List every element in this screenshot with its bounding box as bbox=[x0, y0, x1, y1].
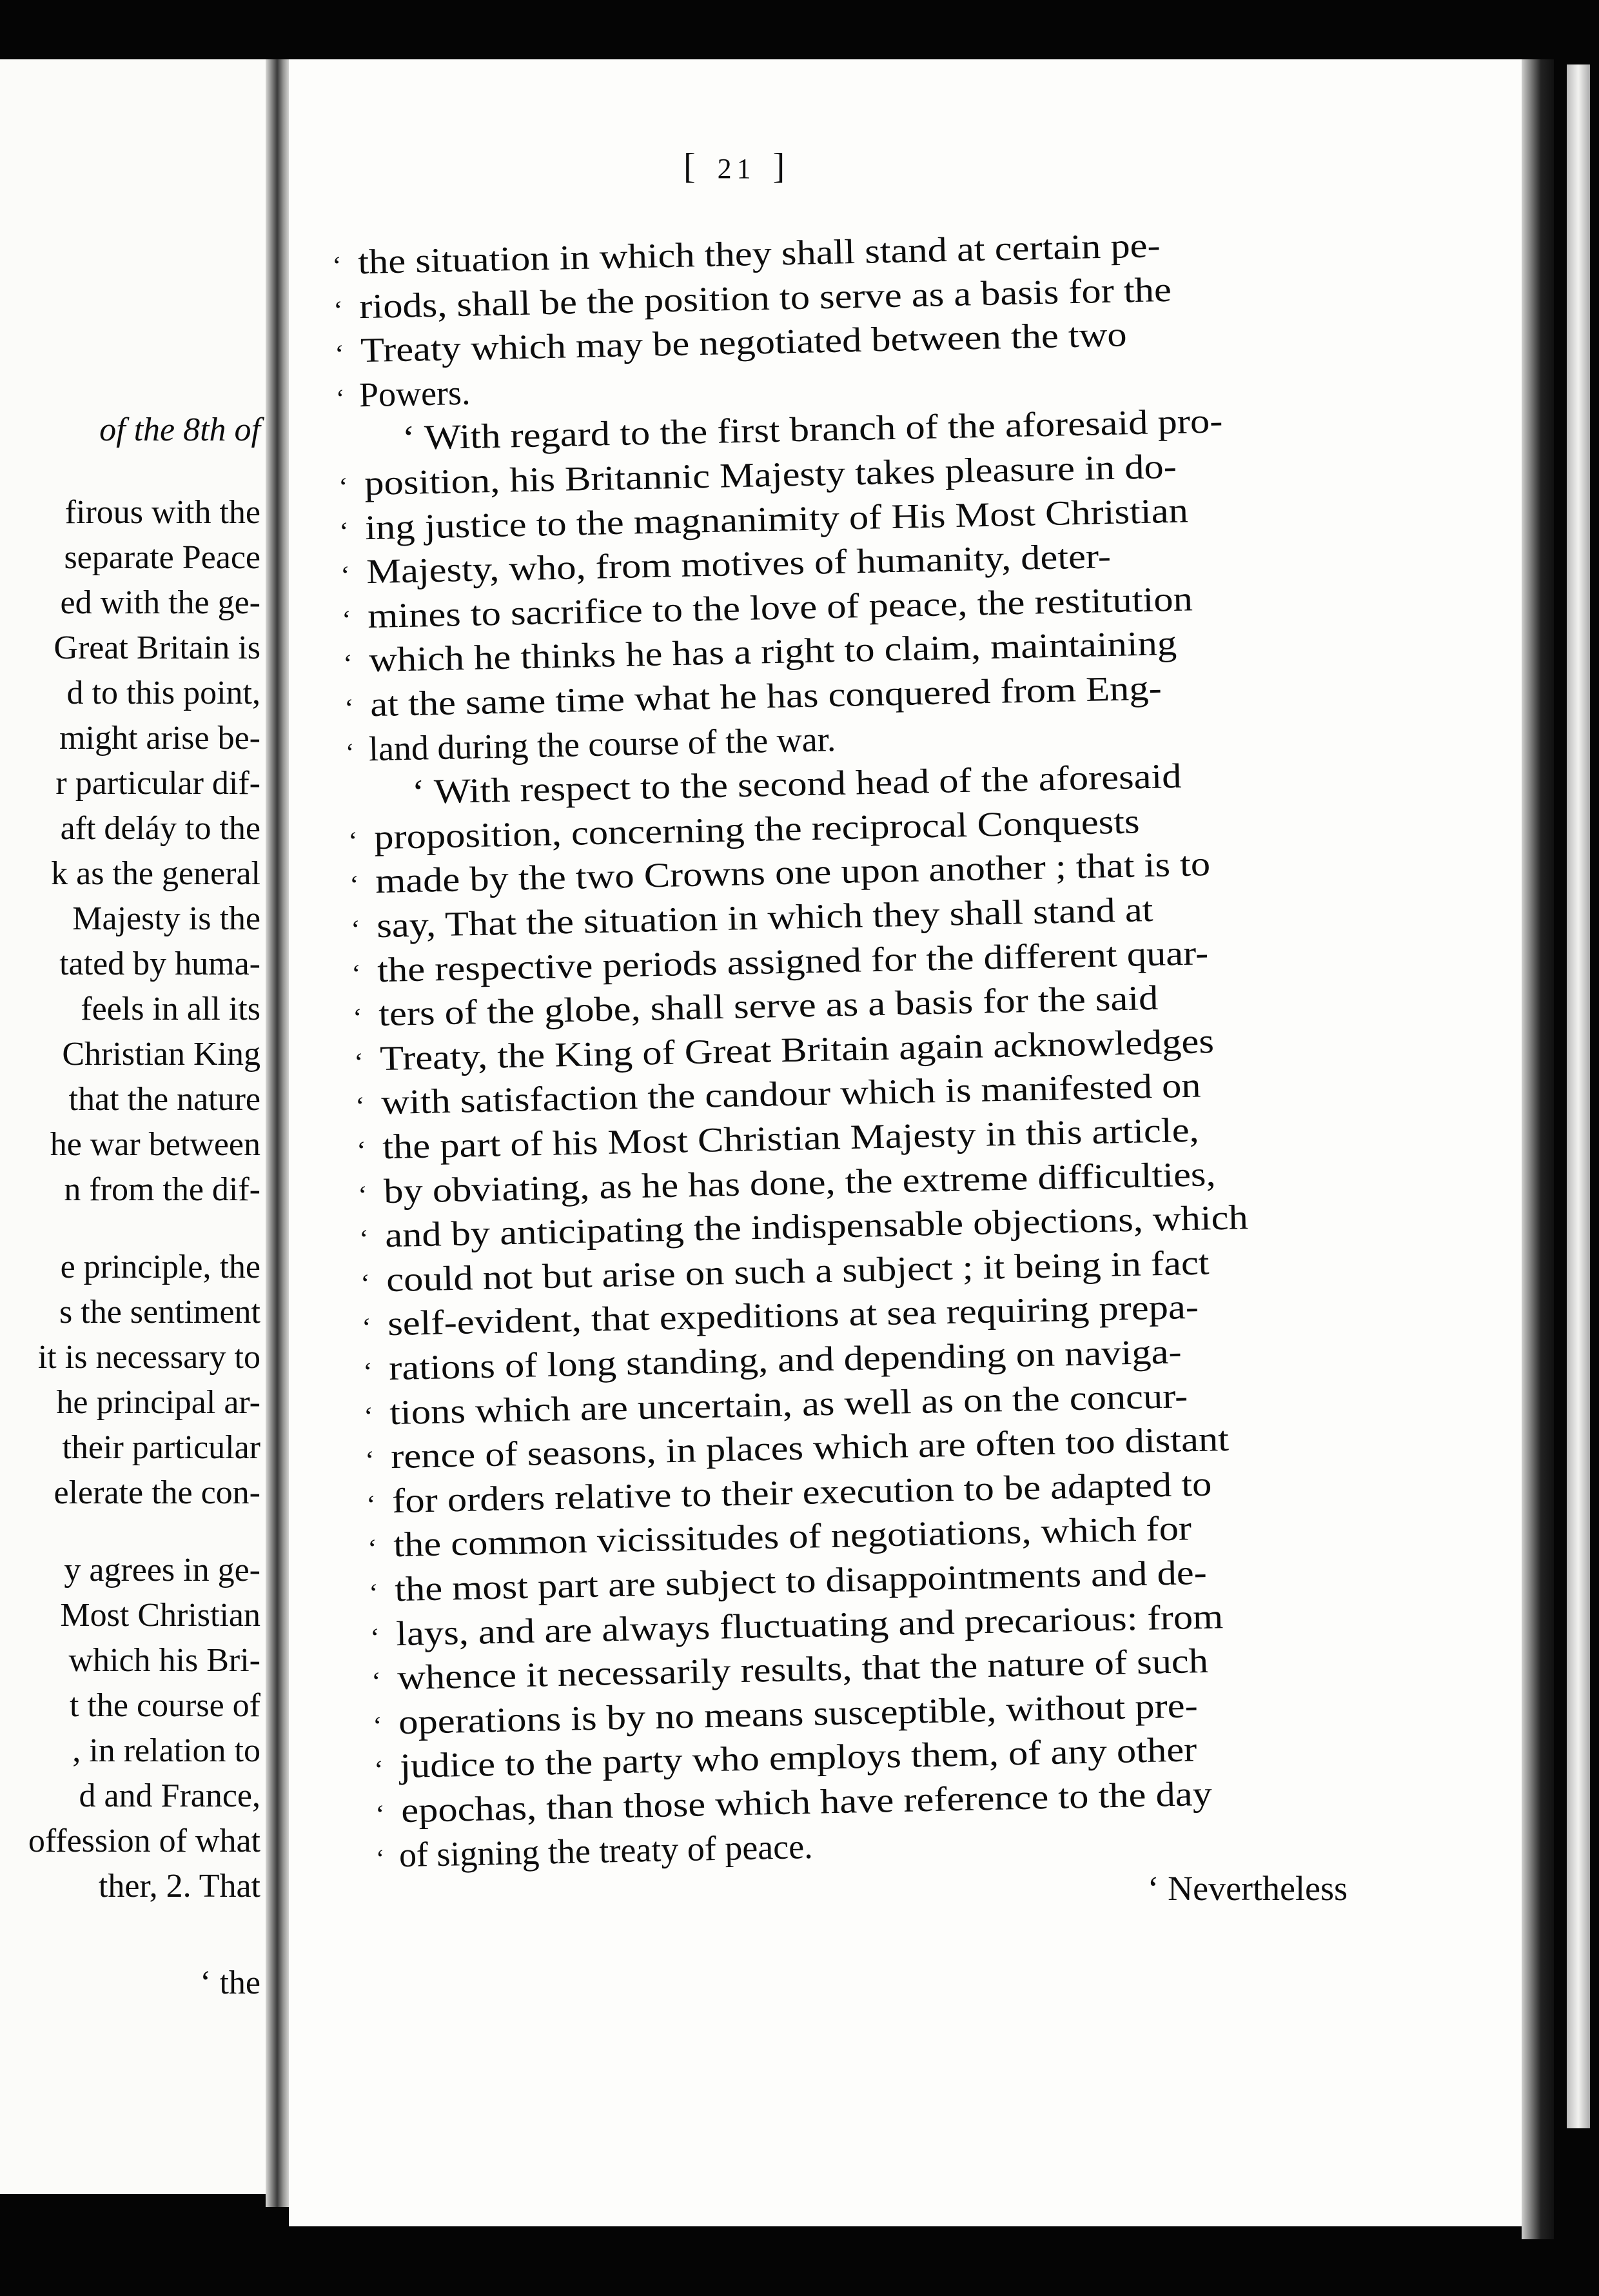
quote-mark: ‘ bbox=[364, 1445, 375, 1475]
line-text: Treaty, the King of Great Britain again acknowledges bbox=[379, 1021, 1215, 1078]
line-text: the situation in which they shall stand at certain pe- bbox=[357, 226, 1161, 282]
line-text: Majesty, who, from motives of humanity, deter- bbox=[366, 537, 1112, 591]
quote-mark: ‘ bbox=[373, 1755, 384, 1785]
left-page-line: Most Christian bbox=[60, 1597, 260, 1634]
line-text: and by anticipating the indispensable objections, which bbox=[384, 1198, 1249, 1255]
left-page-line: he principal ar- bbox=[56, 1384, 260, 1421]
quote-mark: ‘ bbox=[340, 560, 351, 590]
line-text: the most part are subject to disappointments and de- bbox=[394, 1552, 1208, 1609]
quote-mark: ‘ bbox=[333, 295, 344, 324]
line-text: judice to the party who employs them, of any other bbox=[399, 1730, 1197, 1786]
left-page-line: n from the dif- bbox=[64, 1171, 260, 1208]
quote-mark: ‘ bbox=[361, 1312, 372, 1342]
line-text: proposition, concerning the reciprocal Conquests bbox=[373, 802, 1140, 856]
left-page-line: feels in all its bbox=[81, 991, 260, 1027]
quote-mark: ‘ bbox=[357, 1180, 368, 1209]
left-page bbox=[0, 59, 270, 2194]
line-text: Powers. bbox=[358, 373, 471, 415]
page-header bbox=[683, 146, 790, 187]
line-text: with satisfaction the candour which is manifested on bbox=[380, 1065, 1202, 1122]
line-text: position, his Britannic Majesty takes pleasure in do- bbox=[364, 446, 1177, 503]
quote-mark: ‘ bbox=[367, 1534, 378, 1563]
quote-mark: ‘ bbox=[369, 1622, 380, 1652]
bracket-close: ] bbox=[772, 146, 790, 186]
line-text: say, That the situation in which they shall stand at bbox=[376, 889, 1153, 945]
left-page-line: k as the general bbox=[51, 855, 260, 892]
text-line bbox=[376, 1823, 814, 1881]
line-text: ‘ With respect to the second head of the aforesaid bbox=[372, 757, 1182, 813]
line-text: riods, shall be the position to serve as a basis for the bbox=[358, 270, 1172, 326]
left-page-line: offession of what bbox=[28, 1823, 260, 1859]
left-page-line: separate Peace bbox=[64, 539, 260, 576]
line-text: lays, and are always fluctuating and precarious: from bbox=[395, 1596, 1224, 1653]
quote-mark: ‘ bbox=[375, 1843, 386, 1873]
line-text: could not but arise on such a subject ; it being in fact bbox=[386, 1243, 1210, 1299]
left-page-line: s the sentiment bbox=[59, 1294, 260, 1331]
quote-mark: ‘ bbox=[366, 1489, 377, 1519]
left-page-line: that the nature bbox=[68, 1081, 260, 1118]
quote-mark: ‘ bbox=[375, 1799, 385, 1828]
text-line bbox=[335, 370, 471, 421]
left-page-line: ed with the ge- bbox=[60, 584, 260, 621]
left-page-line: y agrees in ge- bbox=[64, 1552, 260, 1588]
left-page-line: r particular dif- bbox=[55, 765, 260, 802]
line-text: ‘ With regard to the first branch of the aforesaid pro- bbox=[362, 401, 1223, 459]
line-text: ters of the globe, shall serve as a basis for the said bbox=[378, 978, 1159, 1034]
quote-mark: ‘ bbox=[362, 1356, 373, 1386]
line-text: rations of long standing, and depending on naviga- bbox=[388, 1332, 1182, 1388]
bracket-open: [ bbox=[683, 146, 701, 186]
quote-mark: ‘ bbox=[351, 958, 362, 988]
left-page-line: might arise be- bbox=[59, 720, 260, 757]
quote-mark: ‘ bbox=[371, 1666, 382, 1696]
left-page-line: d to this point, bbox=[66, 675, 260, 711]
line-text: the common vicissitudes of negotiations, which for bbox=[393, 1509, 1192, 1565]
line-text: land during the course of the war. bbox=[368, 719, 836, 768]
line-text: ing justice to the magnanimity of His Most Christian bbox=[365, 491, 1189, 547]
left-page-catchword: ‘ the bbox=[200, 1964, 260, 2001]
line-text: for orders relative to their execution to be adapted to bbox=[391, 1464, 1213, 1520]
quote-mark: ‘ bbox=[353, 1047, 364, 1076]
quote-mark: ‘ bbox=[360, 1268, 371, 1298]
quote-mark: ‘ bbox=[344, 693, 355, 722]
line-text: whence it necessarily results, that the nature of such bbox=[397, 1641, 1209, 1697]
quote-mark: ‘ bbox=[345, 737, 355, 767]
quote-mark: ‘ bbox=[368, 1578, 379, 1607]
line-text: mines to sacrifice to the love of peace, the restitution bbox=[367, 579, 1193, 635]
quote-mark: ‘ bbox=[341, 604, 352, 634]
left-page-line: which his Bri- bbox=[68, 1642, 260, 1679]
left-page-line: their particular bbox=[62, 1429, 260, 1466]
book-gutter bbox=[266, 59, 291, 2207]
catchword: ‘ Nevertheless bbox=[1147, 1869, 1348, 1908]
line-text: self-evident, that expeditions at sea requiring prepa- bbox=[387, 1287, 1199, 1343]
quote-mark: ‘ bbox=[348, 826, 358, 855]
left-page-line: Christian King bbox=[62, 1036, 260, 1073]
line-text: the respective periods assigned for the different quar- bbox=[377, 933, 1210, 989]
page-number: 21 bbox=[717, 153, 756, 184]
page-edge bbox=[1567, 64, 1590, 2128]
left-page-line: e principle, the bbox=[60, 1249, 260, 1285]
quote-mark: ‘ bbox=[342, 649, 353, 678]
quote-mark: ‘ bbox=[338, 471, 348, 501]
quote-mark: ‘ bbox=[363, 1401, 374, 1430]
quote-mark: ‘ bbox=[338, 516, 349, 546]
line-text: at the same time what he has conquered from Eng- bbox=[369, 668, 1162, 724]
quote-mark: ‘ bbox=[352, 1002, 363, 1033]
quote-mark: ‘ bbox=[350, 914, 360, 944]
left-page-line: , in relation to bbox=[72, 1732, 260, 1769]
left-page-line: ther, 2. That bbox=[98, 1868, 260, 1905]
line-text: the part of his Most Christian Majesty in this article, bbox=[382, 1110, 1200, 1167]
line-text: epochas, than those which have reference to the day bbox=[400, 1774, 1212, 1830]
left-page-heading: of the 8th of bbox=[99, 411, 260, 448]
quote-mark: ‘ bbox=[331, 250, 342, 280]
line-text: Treaty which may be negotiated between the two bbox=[360, 315, 1127, 370]
quote-mark: ‘ bbox=[372, 1710, 383, 1740]
quote-mark bbox=[347, 804, 373, 805]
quote-mark: ‘ bbox=[358, 1223, 369, 1254]
line-text: made by the two Crowns one upon another ; that is to bbox=[375, 844, 1211, 901]
quote-mark: ‘ bbox=[356, 1135, 367, 1165]
page-edge-shadow bbox=[1522, 59, 1554, 2239]
left-page-line: elerate the con- bbox=[54, 1474, 260, 1511]
left-page-line: t the course of bbox=[69, 1687, 260, 1724]
line-text: operations is by no means susceptible, without pre- bbox=[398, 1685, 1198, 1741]
left-page-line: Great Britain is bbox=[54, 629, 260, 666]
line-text: tions which are uncertain, as well as on the concur- bbox=[389, 1376, 1189, 1432]
left-page-line: tated by huma- bbox=[59, 945, 260, 982]
quote-mark: ‘ bbox=[349, 870, 360, 900]
left-page-line: Majesty is the bbox=[72, 900, 260, 937]
quote-mark: ‘ bbox=[334, 339, 345, 369]
quote-mark: ‘ bbox=[355, 1091, 366, 1121]
left-page-line: d and France, bbox=[79, 1777, 260, 1814]
left-page-line: he war between bbox=[50, 1126, 260, 1163]
line-text: of signing the treaty of peace. bbox=[398, 1826, 814, 1874]
line-text: rence of seasons, in places which are often too distant bbox=[390, 1420, 1230, 1476]
line-text: which he thinks he has a right to claim, maintaining bbox=[368, 624, 1177, 680]
left-page-line: it is necessary to bbox=[37, 1339, 260, 1376]
quote-mark: ‘ bbox=[335, 383, 345, 413]
left-page-line: aft deláy to the bbox=[60, 810, 260, 847]
line-text: by obviating, as he has done, the extreme difficulties, bbox=[383, 1154, 1216, 1211]
left-page-line: firous with the bbox=[64, 494, 260, 531]
